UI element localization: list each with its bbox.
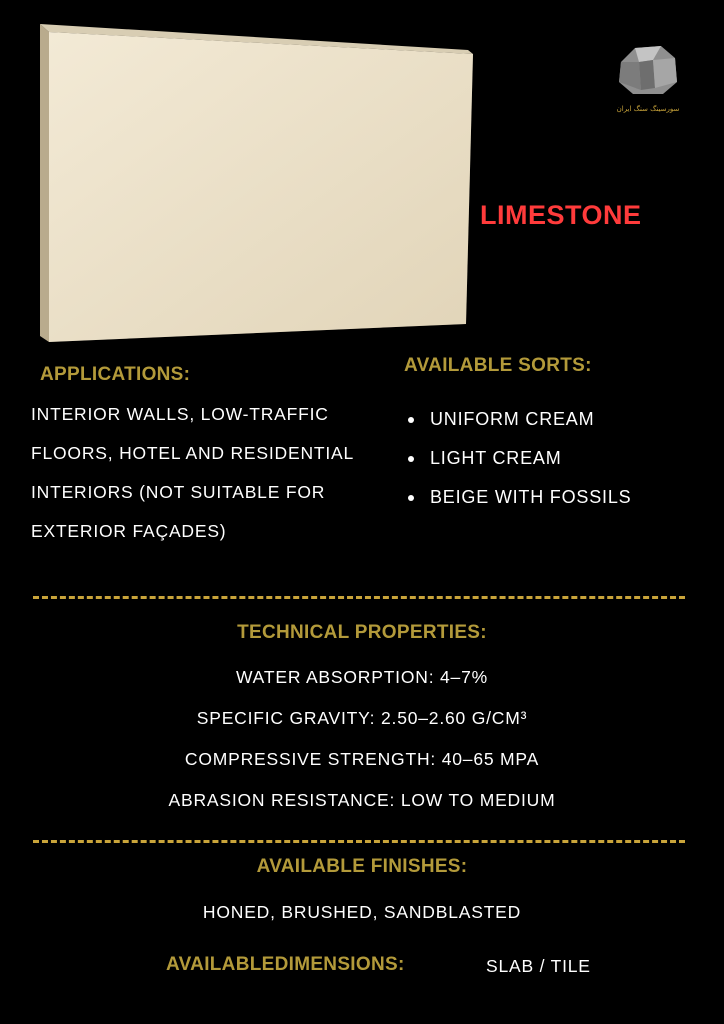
technical-properties-list	[0, 662, 724, 826]
limestone-slab-image	[20, 10, 480, 345]
applications-heading: APPLICATIONS:	[40, 364, 191, 385]
dashed-divider	[33, 840, 685, 843]
technical-line-specific-gravity: SPECIFIC GRAVITY: 2.50–2.60 G/CM³	[196, 708, 528, 728]
sort-item-label: BEIGE WITH FOSSILS	[430, 487, 632, 507]
bullet-icon	[408, 417, 414, 423]
technical-line-abrasion-resistance: ABRASION RESISTANCE: LOW TO MEDIUM	[168, 790, 556, 810]
technical-heading: TECHNICAL PROPERTIES:	[237, 622, 487, 643]
dimensions-value: SLAB / TILE	[486, 956, 591, 976]
logo-caption: سورسینگ سنگ ایران	[616, 105, 680, 113]
stone-logo-icon	[613, 40, 683, 98]
finishes-text: HONED, BRUSHED, SANDBLASTED	[202, 902, 522, 922]
dimensions-heading: AVAILABLEDIMENSIONS:	[166, 954, 405, 975]
company-logo	[608, 40, 688, 116]
sort-item	[404, 400, 631, 439]
limestone-slab-graphic	[20, 10, 480, 345]
sort-item	[404, 478, 631, 517]
sorts-heading: AVAILABLE SORTS:	[404, 355, 592, 376]
bullet-icon	[408, 456, 414, 462]
sorts-list	[404, 400, 631, 517]
sort-item-label: LIGHT CREAM	[430, 448, 562, 468]
technical-line-compressive-strength: COMPRESSIVE STRENGTH: 40–65 MPA	[184, 749, 540, 769]
sort-item-label: UNIFORM CREAM	[430, 409, 595, 429]
finishes-heading: AVAILABLE FINISHES:	[256, 856, 468, 877]
bullet-icon	[408, 495, 414, 501]
dashed-divider	[33, 596, 685, 599]
technical-line-water-absorption: WATER ABSORPTION: 4–7%	[236, 667, 488, 687]
applications-text: INTERIOR WALLS, LOW-TRAFFIC FLOORS, HOTEL AND RESIDENTIAL INTERIORS (NOT SUITABLE FOR EXTERIOR FAÇADES)	[31, 404, 354, 541]
product-title: LIMESTONE	[480, 200, 642, 230]
sort-item	[404, 439, 631, 478]
